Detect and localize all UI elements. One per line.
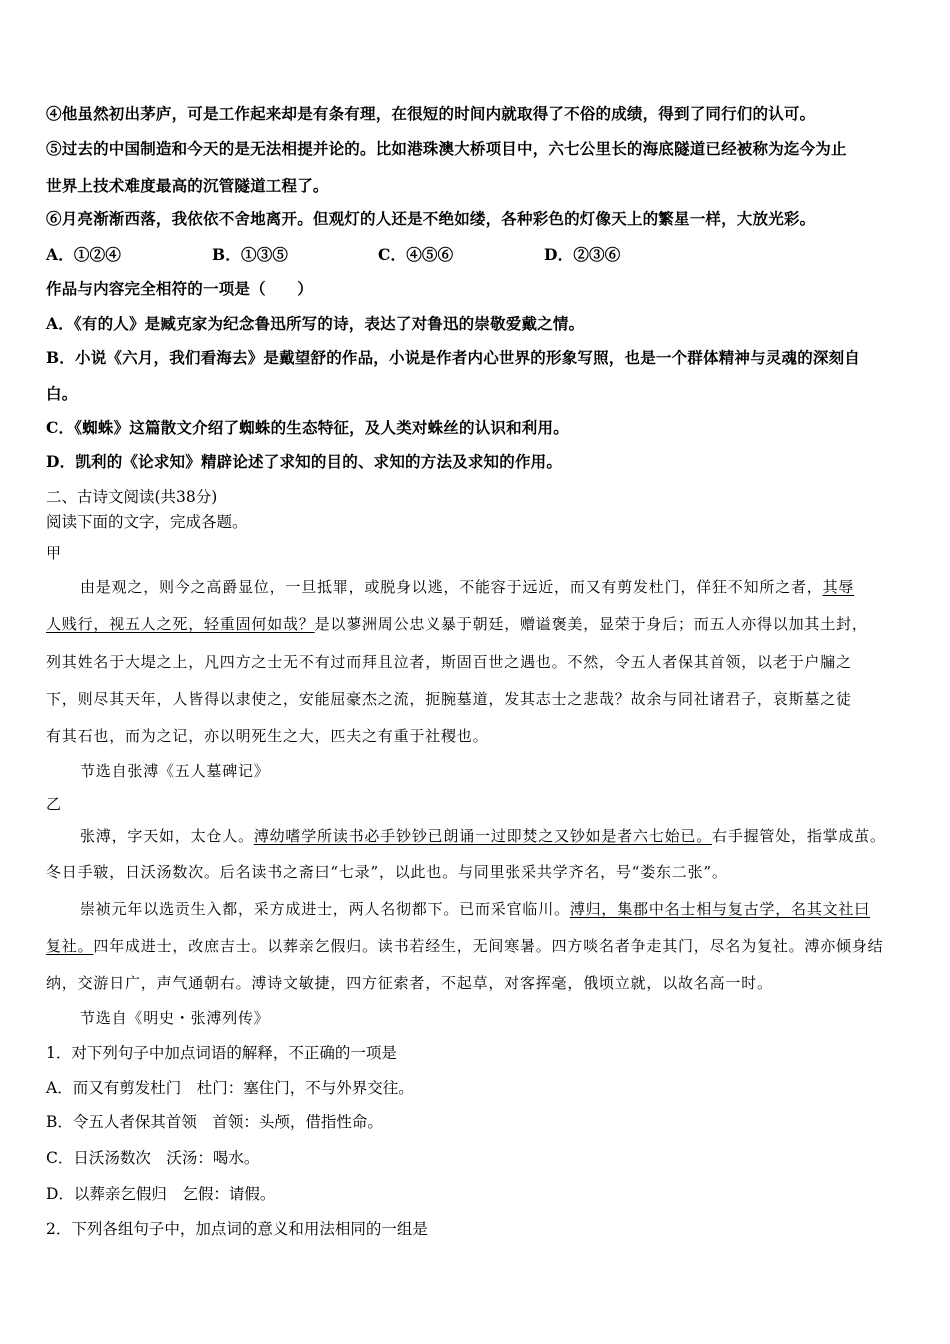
q1-stem: 1．对下列句子中加点词语的解释，不正确的一项是	[46, 1044, 397, 1062]
q1-option-c: C．日沃汤数次 沃汤：喝水。	[46, 1149, 260, 1167]
option-c: C．④⑤⑥	[378, 245, 454, 264]
q1-option-a: A．而又有剪发杜门 杜门：塞住门，不与外界交往。	[46, 1079, 414, 1097]
section-instruction: 阅读下面的文字，完成各题。	[46, 513, 248, 531]
passage-yi-line-4: 复社。四年成进士，改庶吉士。以葬亲乞假归。读书若经生，无间寒暑。四方啖名者争走其门，尽名为复社。溥亦倾身结	[46, 937, 884, 955]
passage-yi-line-3: 崇祯元年以选贡生入都，采方成进士，两人名彻都下。已而采官临川。溥归，集郡中名士相与复古学，名其文社曰	[80, 900, 871, 918]
passage-jia-line-4: 下，则尽其天年，人皆得以隶使之，安能屈豪杰之流，扼腕墓道，发其志士之悲哉？故余与同社诸君子，哀斯墓之徒	[46, 690, 852, 708]
underlined-sentence: 人贱行，视五人之死，轻重固何如哉？	[46, 615, 315, 633]
passage-yi-line-2: 冬日手皲，日沃汤数次。后名读书之斋曰“七录”，以此也。与同里张采共学齐名，号“娄东二张”。	[46, 863, 728, 881]
option-d: D．②③⑥	[544, 245, 621, 264]
section-heading: 二、古诗文阅读(共38分)	[46, 488, 218, 506]
item-6: ⑥月亮渐渐西落，我依依不舍地离开。但观灯的人还是不绝如缕，各种彩色的灯像天上的繁星一样，大放光彩。	[46, 209, 816, 228]
q2-stem: 2．下列各组句子中，加点词的意义和用法相同的一组是	[46, 1220, 428, 1238]
works-option-a: A．《有的人》是臧克家为纪念鲁迅所写的诗，表达了对鲁迅的崇敬爱戴之情。	[46, 314, 585, 333]
option-a: A．①②④	[46, 245, 122, 264]
underlined-sentence: 其辱	[822, 578, 855, 596]
item-5-line-1: ⑤过去的中国制造和今天的是无法相提并论的。比如港珠澳大桥项目中，六七公里长的海底隧道已经被称为迄今为止	[46, 139, 847, 158]
works-option-b-line-1: B．小说《六月，我们看海去》是戴望舒的作品，小说是作者内心世界的形象写照，也是一个群体精神与灵魂的深刻自	[46, 348, 861, 367]
passage-yi-source: 节选自《明史・张溥列传》	[80, 1009, 270, 1027]
passage-yi-line-5: 纳，交游日广，声气通朝右。溥诗文敏捷，四方征索者，不起草，对客挥毫，俄顷立就，以故名高一时。	[46, 974, 773, 992]
answer-options	[46, 243, 710, 265]
passage-jia-label: 甲	[46, 544, 62, 562]
q1-option-b: B．令五人者保其首领 首领：头颅，借指性命。	[46, 1113, 383, 1131]
passage-yi-label: 乙	[46, 795, 62, 813]
passage-jia-line-1: 由是观之，则今之高爵显位，一旦抵罪，或脱身以逃，不能容于远近，而又有剪发杜门，佯狂不知所之者，其辱	[80, 578, 855, 596]
passage-yi-line-1: 张溥，字天如，太仓人。溥幼嗜学所读书必手钞钞已朗诵一过即焚之又钞如是者六七始已。右手握管处，指掌成茧。	[80, 827, 886, 845]
item-4: ④他虽然初出茅庐，可是工作起来却是有条有理，在很短的时间内就取得了不俗的成绩，得到了同行们的认可。	[46, 104, 816, 123]
item-5-line-2: 世界上技术难度最高的沉管隧道工程了。	[46, 176, 329, 195]
works-option-c: C．《蜘蛛》这篇散文介绍了蜘蛛的生态特征，及人类对蛛丝的认识和利用。	[46, 418, 569, 437]
passage-jia-line-2: 人贱行，视五人之死，轻重固何如哉？是以蓼洲周公忠义暴于朝廷，赠谥褒美，显荣于身后；而五人亦得以加其土封，	[46, 615, 868, 633]
works-option-b-line-2: 白。	[46, 384, 78, 403]
works-option-d: D．凯利的《论求知》精辟论述了求知的目的、求知的方法及求知的作用。	[46, 452, 563, 471]
underlined-sentence: 复社。	[46, 937, 94, 955]
passage-jia-line-3: 列其姓名于大堤之上，凡四方之士无不有过而拜且泣者，斯固百世之遇也。不然，令五人者保其首领，以老于户牖之	[46, 653, 852, 671]
q1-option-d: D．以葬亲乞假归 乞假：请假。	[46, 1185, 276, 1203]
works-question-stem: 作品与内容完全相符的一项是（ ）	[46, 279, 313, 298]
passage-jia-line-5: 有其石也，而为之记，亦以明死生之大，匹夫之有重于社稷也。	[46, 727, 489, 745]
passage-jia-source: 节选自张溥《五人墓碑记》	[80, 762, 270, 780]
option-b: B．①③⑤	[212, 245, 289, 264]
underlined-sentence: 溥幼嗜学所读书必手钞钞已朗诵一过即焚之又钞如是者六七始已。	[253, 827, 713, 845]
underlined-sentence: 溥归，集郡中名士相与复古学，名其文社曰	[569, 900, 871, 918]
